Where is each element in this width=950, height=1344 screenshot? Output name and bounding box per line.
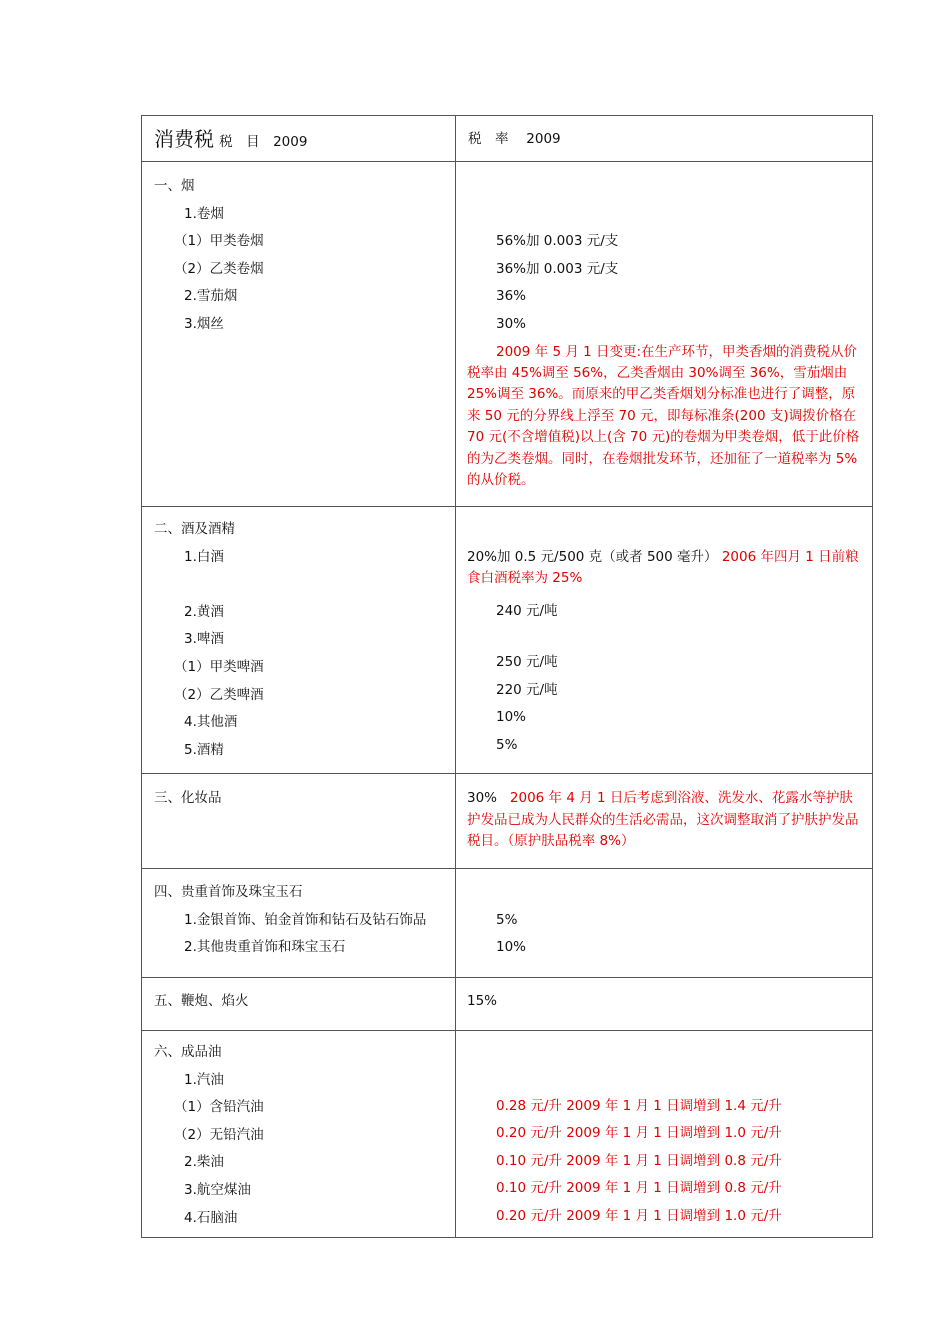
item-other-alcohol: 4.其他酒: [184, 714, 238, 731]
item-naphtha: 4.石脑油: [184, 1209, 238, 1226]
item-yellow-wine: 2.黄酒: [184, 603, 224, 620]
item-unleaded-gasoline: （2）无铅汽油: [174, 1126, 264, 1143]
section-row-jewelry: [142, 869, 873, 978]
item-other-jewelry: 2.其他贵重首饰和珠宝玉石: [184, 939, 346, 956]
rate-class-b-cigarettes: 36%加 0.003 元/支: [496, 260, 619, 277]
rate-cigars: 36%: [496, 288, 527, 305]
item-cigars: 2.雪茄烟: [184, 288, 238, 305]
rate-other-alcohol: 10%: [496, 709, 527, 726]
consumption-tax-table: [141, 115, 873, 1238]
item-gold-silver-jewelry: 1.金银首饰、铂金首饰和钻石及钻石饰品: [184, 911, 427, 928]
item-ethanol: 5.酒精: [184, 741, 224, 758]
rate-yellow-wine: 240 元/吨: [496, 602, 558, 619]
section-title-tobacco: 一、烟: [154, 178, 195, 194]
rate-gold-silver-jewelry: 5%: [496, 911, 518, 928]
rate-fireworks: 15%: [467, 993, 498, 1009]
rate-ethanol: 5%: [496, 736, 518, 753]
item-diesel: 2.柴油: [184, 1154, 224, 1171]
item-class-b-beer: （2）乙类啤酒: [174, 686, 264, 703]
section-title-cosmetics: 三、化妆品: [154, 790, 222, 806]
section-row-refined-oil: [142, 1031, 873, 1238]
rate-cut-tobacco: 30%: [496, 315, 527, 332]
rate-class-a-cigarettes: 56%加 0.003 元/支: [496, 233, 619, 250]
item-gasoline: 1.汽油: [184, 1071, 224, 1088]
rate-cosmetics: 30% 2006 年 4 月 1 日后考虑到浴液、洗发水、花露水等护肤护发品已成为人民群众的生活必需品，这次调整取消了护肤护发品税目。（原护肤品税率 8%）: [467, 790, 859, 850]
rate-unleaded-gasoline: 0.20 元/升 2009 年 1 月 1 日调增到 1.0 元/升: [496, 1125, 782, 1142]
item-cigarettes: 1.卷烟: [184, 205, 224, 222]
item-column-header: 税 目 2009: [219, 134, 308, 150]
cosmetics-note: 2006 年 4 月 1 日后考虑到浴液、洗发水、花露水等护肤护发品已成为人民群众的生活必需品，这次调整取消了护肤护发品税目。（原护肤品税率 8%）: [467, 790, 859, 850]
section-row-fireworks: [142, 978, 873, 1031]
tobacco-change-note: 2009 年 5 月 1 日变更:在生产环节，甲类香烟的消费税从价税率由 45%调至 56%，乙类香烟由 30%调至 36%，雪茄烟由 25%调至 36%。而原来的甲乙类香烟划分标准也进行了调整，原来 50 元的分界线上浮至 70 元，即每标准条(200 支)调拨价格在 70 元(不含增值税)以上(含 70 元)的卷烟为甲类卷烟，低于此价格的为乙类卷烟。同时，在卷烟批发环节，还加征了一道税率为 5%的从价税。: [467, 343, 860, 488]
section-title-alcohol: 二、酒及酒精: [154, 521, 235, 537]
item-leaded-gasoline: （1）含铅汽油: [174, 1099, 264, 1116]
item-cut-tobacco: 3.烟丝: [184, 315, 224, 332]
rate-other-jewelry: 10%: [496, 939, 527, 956]
section-title-refined-oil: 六、成品油: [154, 1044, 222, 1060]
item-baijiu: 1.白酒: [184, 548, 224, 565]
item-class-a-beer: （1）甲类啤酒: [174, 658, 264, 675]
section-row-alcohol: [142, 507, 873, 774]
rate-jet-fuel: 0.10 元/升 2009 年 1 月 1 日调增到 0.8 元/升: [496, 1180, 782, 1197]
baijiu-rate-note: 2006 年四月 1 日前粮食白酒税率为 25%: [467, 548, 859, 587]
item-class-a-cigarettes: （1）甲类卷烟: [174, 233, 264, 250]
rate-naphtha: 0.20 元/升 2009 年 1 月 1 日调增到 1.0 元/升: [496, 1207, 782, 1224]
item-beer: 3.啤酒: [184, 631, 224, 648]
header-row: [142, 116, 873, 162]
table-title: 消费税: [154, 127, 214, 151]
item-jet-fuel: 3.航空煤油: [184, 1181, 251, 1198]
section-row-cosmetics: [142, 774, 873, 869]
section-row-tobacco: [142, 162, 873, 507]
item-class-b-cigarettes: （2）乙类卷烟: [174, 260, 264, 277]
rate-column-header: 税 率 2009: [468, 131, 561, 147]
rate-diesel: 0.10 元/升 2009 年 1 月 1 日调增到 0.8 元/升: [496, 1152, 782, 1169]
section-title-jewelry: 四、贵重首饰及珠宝玉石: [154, 884, 303, 900]
rate-class-b-beer: 220 元/吨: [496, 681, 558, 698]
rate-class-a-beer: 250 元/吨: [496, 654, 558, 671]
section-title-fireworks: 五、鞭炮、焰火: [154, 993, 249, 1009]
rate-baijiu: 20%加 0.5 元/500 克（或者 500 毫升） 2006 年四月 1 日前粮食白酒税率为 25%: [467, 548, 859, 587]
rate-leaded-gasoline: 0.28 元/升 2009 年 1 月 1 日调增到 1.4 元/升: [496, 1097, 782, 1114]
